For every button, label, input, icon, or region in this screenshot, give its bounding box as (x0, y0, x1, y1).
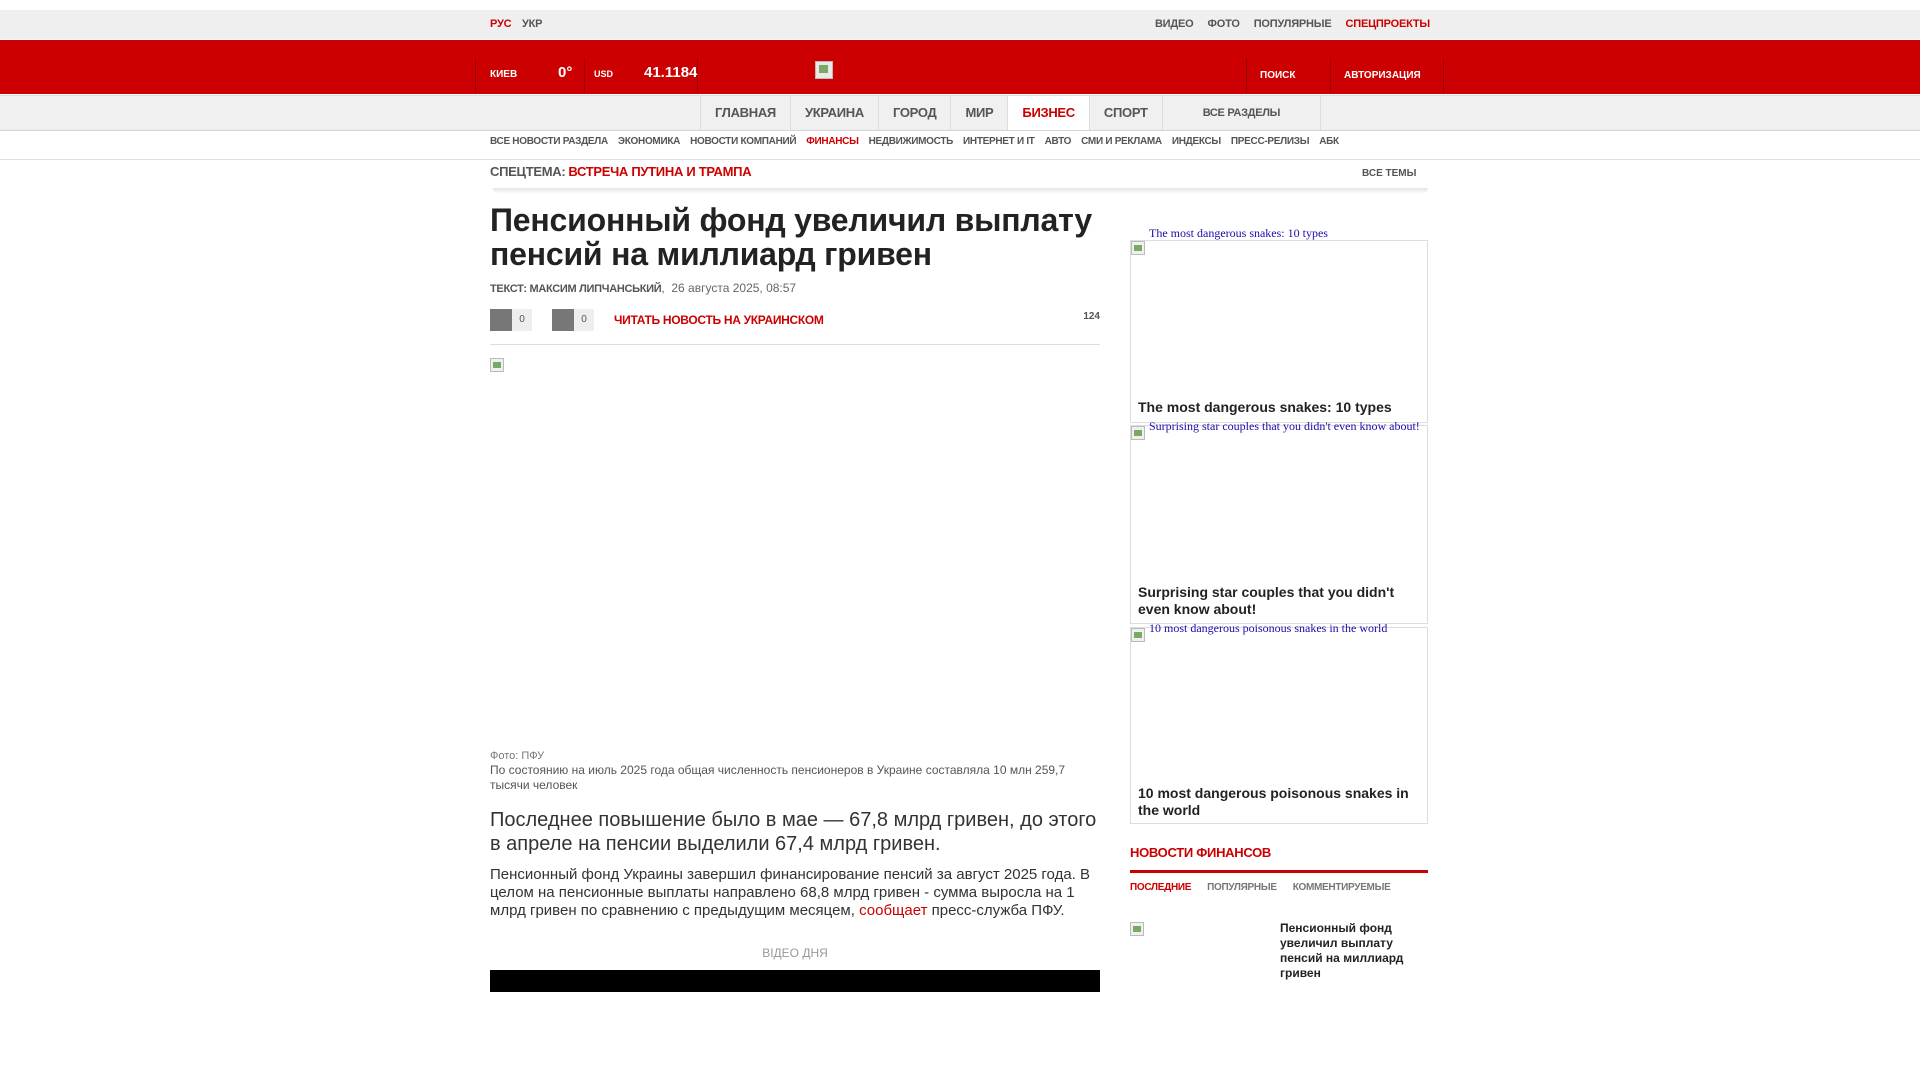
promo-card[interactable] (1130, 621, 1428, 824)
site-logo-image[interactable] (815, 61, 833, 79)
finance-news-heading: НОВОСТИ ФИНАНСОВ (1130, 845, 1272, 860)
city-label: КИЕВ (490, 69, 518, 80)
views-count: 124 (1083, 311, 1100, 322)
article-body (490, 866, 1100, 920)
article-date: 26 августа 2025, 08:57 (671, 281, 797, 295)
subnav-finance[interactable]: ФИНАНСЫ (806, 136, 859, 147)
special-topic (490, 164, 751, 179)
finance-news-tabs (1130, 882, 1390, 893)
source-link[interactable]: сообщает (859, 902, 928, 919)
twitter-share-icon[interactable] (552, 309, 574, 331)
promo-title: 10 most dangerous poisonous snakes in the world (1138, 785, 1409, 818)
subnav-real-estate[interactable]: НЕДВИЖИМОСТЬ (868, 136, 954, 147)
finance-news-thumbnail[interactable] (1130, 922, 1144, 936)
article-author[interactable]: ТЕКСТ: МАКСИМ ЛИПЧАНСЬКИЙ (490, 283, 662, 295)
special-topic-link[interactable]: ВСТРЕЧА ПУТИНА И ТРАМПА (568, 164, 752, 179)
share-row (490, 309, 1100, 345)
subnav-auto[interactable]: АВТО (1044, 136, 1072, 147)
subnav-company-news[interactable]: НОВОСТИ КОМПАНИЙ (690, 136, 797, 147)
exchange-rate-value: 41.1184 (644, 64, 698, 81)
article-image (490, 358, 504, 372)
lang-uk-link[interactable]: УКР (522, 18, 543, 30)
top-bar (0, 10, 1920, 39)
photo-credit: Фото: ПФУ (490, 750, 545, 762)
promo-image (1131, 628, 1145, 642)
divider (0, 159, 1920, 160)
special-projects-link[interactable]: СПЕЦПРОЕКТЫ (1345, 18, 1430, 30)
divider (1330, 58, 1331, 92)
popular-link[interactable]: ПОПУЛЯРНЫЕ (1253, 18, 1332, 30)
nav-all-sections[interactable]: ВСЕ РАЗДЕЛЫ (1162, 96, 1321, 130)
body-text: пресс-служба ПФУ. (931, 902, 1065, 919)
promo-image-alt: The most dangerous snakes: 10 types (1149, 226, 1328, 240)
top-links (1155, 18, 1430, 30)
promo-image-alt: 10 most dangerous poisonous snakes in the world (1149, 621, 1388, 635)
byline-comma: , (661, 281, 672, 295)
subnav-press-releases[interactable]: ПРЕСС-РЕЛИЗЫ (1230, 136, 1310, 147)
article-lead: Последнее повышение было в мае — 67,8 млрд гривен, до этого в апреле на пенсии выделили 67,4 млрд гривен. (490, 809, 1097, 855)
body-text: Пенсионный фонд Украины завершил финансирование пенсий за август 2025 года. В целом на пенсионные выплаты направлено 68,8 млрд гривен - сумма выросла на 1 млрд гривен по сравнению с предыдущим месяцем, (490, 866, 1091, 919)
promo-image (1131, 241, 1145, 255)
share-count: 0 (512, 309, 532, 331)
promo-title: Surprising star couples that you didn't even know about! (1138, 584, 1395, 617)
nav-world[interactable]: МИР (950, 96, 1007, 130)
subnav-all-news[interactable]: ВСЕ НОВОСТИ РАЗДЕЛА (490, 136, 608, 147)
divider (1246, 58, 1247, 92)
subnav-economy[interactable]: ЭКОНОМИКА (617, 136, 681, 147)
search-link[interactable]: ПОИСК (1260, 70, 1296, 81)
all-topics-link[interactable]: ВСЕ ТЕМЫ (1362, 168, 1417, 179)
nav-main[interactable]: ГЛАВНАЯ (700, 96, 790, 130)
image-caption: По состоянию на июль 2025 года общая численность пенсионеров в Украине составляла 10 млн 259,7 тысячи человек (490, 763, 1066, 792)
promo-title: The most dangerous snakes: 10 types (1138, 399, 1392, 415)
sub-nav (490, 136, 1339, 147)
promo-image (1131, 426, 1145, 440)
section-nav (0, 95, 1920, 131)
tab-commented[interactable]: КОММЕНТИРУЕМЫЕ (1292, 882, 1391, 893)
nav-sport[interactable]: СПОРТ (1089, 96, 1162, 130)
divider (1443, 58, 1444, 92)
video-player[interactable] (490, 970, 1100, 992)
tab-popular[interactable]: ПОПУЛЯРНЫЕ (1207, 882, 1277, 893)
nav-city[interactable]: ГОРОД (878, 96, 951, 130)
divider (475, 58, 476, 92)
divider (1130, 870, 1428, 873)
login-link[interactable]: АВТОРИЗАЦИЯ (1344, 70, 1421, 81)
special-topic-label: СПЕЦТЕМА: (490, 164, 566, 179)
divider (493, 188, 1428, 194)
tab-latest[interactable]: ПОСЛЕДНИЕ (1130, 882, 1192, 893)
currency-label: USD (594, 69, 614, 79)
promo-card[interactable] (1130, 419, 1428, 624)
article-byline (490, 281, 796, 295)
divider (697, 58, 698, 92)
read-in-ukrainian-link[interactable]: ЧИТАТЬ НОВОСТЬ НА УКРАИНСКОМ (614, 313, 824, 327)
temperature-value: 0° (558, 64, 573, 81)
article-title: Пенсионный фонд увеличил выплату пенсий на миллиард гривен (490, 202, 1092, 272)
finance-news-item-title[interactable]: Пенсионный фонд увеличил выплату пенсий на миллиард гривен (1280, 921, 1404, 980)
video-of-day-label: ВІДЕО ДНЯ (762, 946, 828, 960)
photo-link[interactable]: ФОТО (1207, 18, 1240, 30)
subnav-indices[interactable]: ИНДЕКСЫ (1171, 136, 1221, 147)
nav-business[interactable]: БИЗНЕС (1007, 96, 1088, 130)
subnav-abk[interactable]: АБК (1319, 136, 1339, 147)
nav-ukraine[interactable]: УКРАИНА (790, 96, 878, 130)
lang-ru-link[interactable]: РУС (490, 18, 512, 30)
video-link[interactable]: ВИДЕО (1154, 18, 1194, 30)
promo-card[interactable] (1130, 226, 1428, 423)
promo-image-alt: Surprising star couples that you didn't even know about! (1149, 419, 1420, 433)
divider (584, 58, 585, 92)
subnav-media-ads[interactable]: СМИ И РЕКЛАМА (1081, 136, 1162, 147)
site-header (0, 40, 1920, 94)
subnav-internet-it[interactable]: ИНТЕРНЕТ И IT (963, 136, 1035, 147)
facebook-share-icon[interactable] (490, 309, 512, 331)
share-count: 0 (574, 309, 594, 331)
